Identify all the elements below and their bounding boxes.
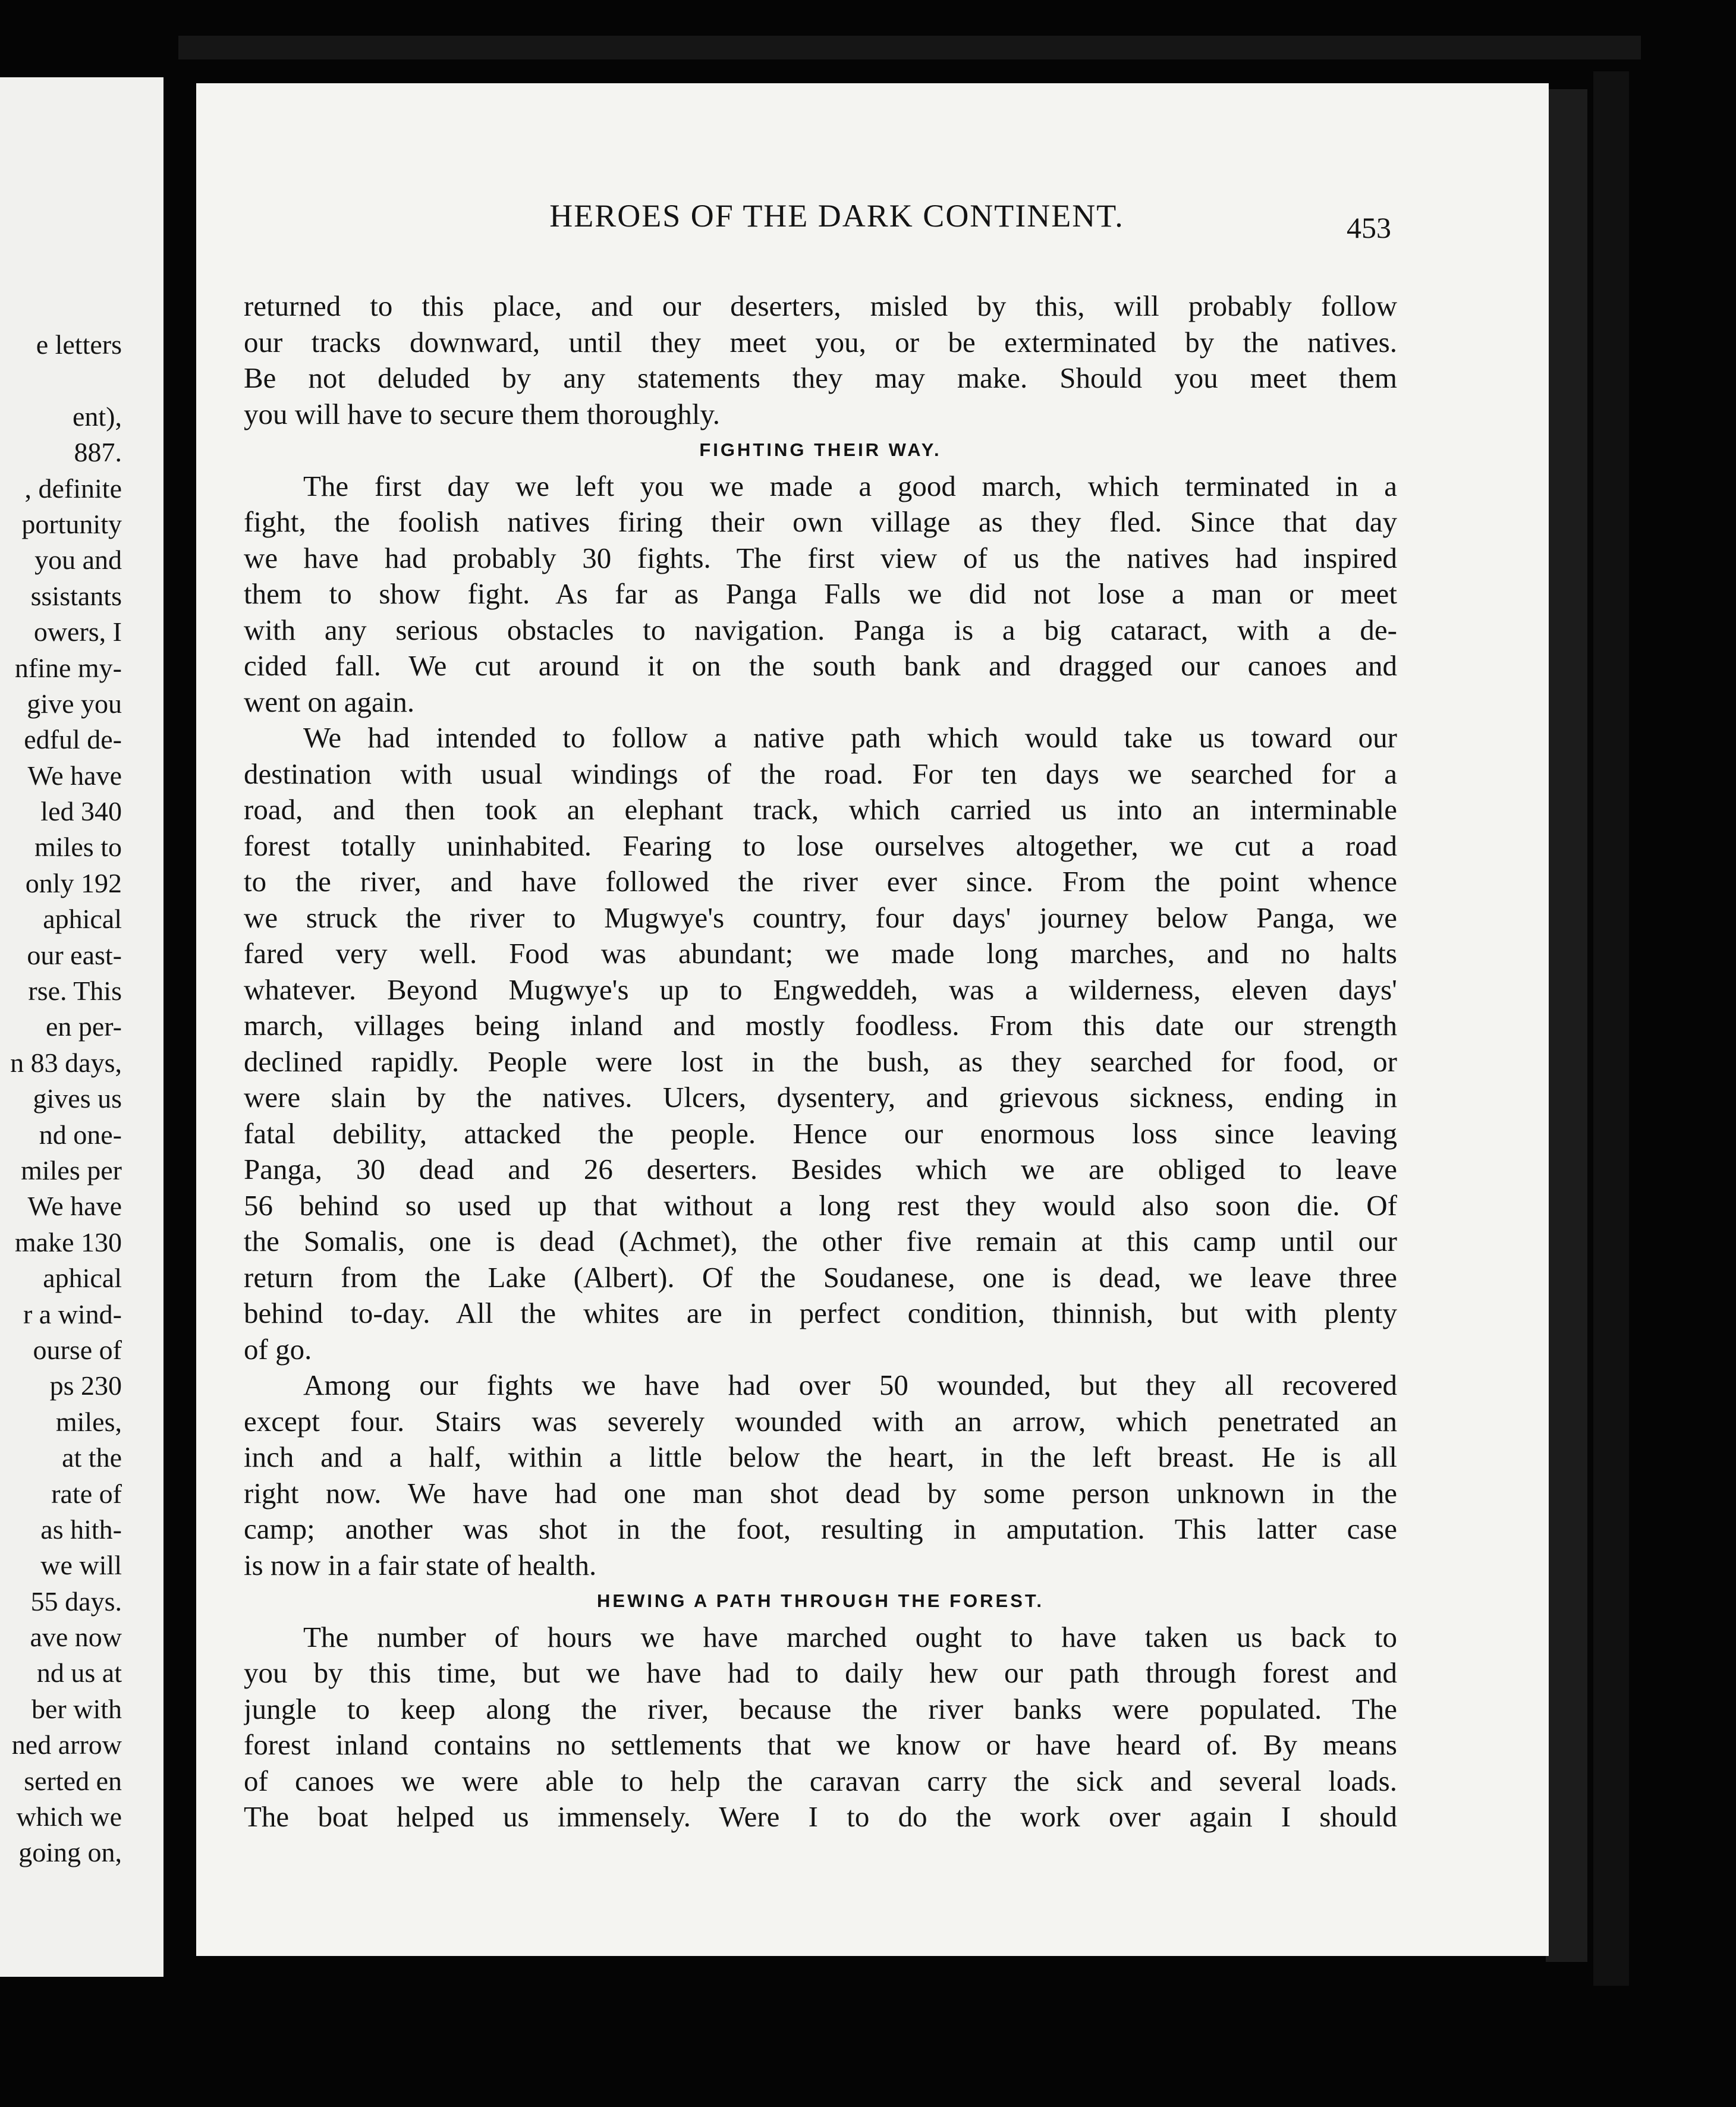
left-page-line: miles, (55, 1406, 122, 1437)
running-head: HEROES OF THE DARK CONTINENT. (549, 198, 1124, 234)
left-page-line: ourse of (33, 1334, 122, 1365)
text-line: inch and a half, within a little below the heart, in the left breast. He is all (244, 1441, 1397, 1473)
paragraph-first-line: Among our fights we have had over 50 wounded, but they all recovered (303, 1369, 1397, 1401)
text-line: destination with usual windings of the road. For ten days we searched for a (244, 757, 1397, 790)
left-page-line: gives us (33, 1083, 122, 1114)
left-page-line: our east- (27, 939, 122, 970)
text-line: were slain by the natives. Ulcers, dysentery, and grievous sickness, ending in (244, 1081, 1397, 1114)
text-line: the Somalis, one is dead (Achmet), the other five remain at this camp until our (244, 1225, 1397, 1257)
text-line: we struck the river to Mugwye's country, four days' journey below Panga, we (244, 901, 1397, 934)
left-page-line: aphical (43, 1263, 122, 1294)
text-line: of canoes we were able to help the caravan carry the sick and several loads. (244, 1764, 1397, 1797)
left-page-line (0, 363, 163, 398)
text-line: Be not deluded by any statements they may make. Should you meet them (244, 361, 1397, 394)
left-page-line: , definite (24, 473, 122, 504)
left-page-line: give you (27, 688, 122, 719)
left-facing-page (0, 77, 163, 1977)
section-heading: FIGHTING THEIR WAY. (699, 439, 942, 460)
main-page (196, 83, 1549, 1956)
book-edge-outer (1593, 71, 1629, 1986)
left-page-line: ssistants (30, 580, 122, 611)
left-page-line: rate of (51, 1478, 122, 1509)
text-line: behind to-day. All the whites are in perfect condition, thinnish, but with plenty (244, 1297, 1397, 1329)
paragraph-first-line: We had intended to follow a native path which would take us toward our (303, 721, 1397, 754)
left-page-text (0, 327, 163, 1871)
text-line: with any serious obstacles to navigation. Panga is a big cataract, with a de- (244, 613, 1397, 646)
left-page-line: we will (40, 1550, 122, 1581)
text-line: jungle to keep along the river, because the river banks were populated. The (244, 1692, 1397, 1725)
left-page-line: ave now (30, 1622, 122, 1653)
text-line: camp; another was shot in the foot, resulting in amputation. This latter case (244, 1512, 1397, 1545)
left-page-line: serted en (24, 1765, 122, 1796)
text-line: you by this time, but we have had to daily hew our path through forest and (244, 1656, 1397, 1689)
left-page-line: We have (27, 1191, 122, 1222)
left-page-line: owers, I (33, 617, 122, 647)
left-page-line: going on, (18, 1837, 122, 1868)
left-page-line: e letters (36, 329, 122, 360)
text-line: fight, the foolish natives firing their own village as they fled. Since that day (244, 505, 1397, 538)
left-page-line: portunity (21, 508, 122, 539)
left-page-line: nfine my- (14, 652, 122, 683)
text-line: you will have to secure them thoroughly. (244, 397, 721, 430)
text-line: went on again. (244, 685, 415, 718)
text-line: them to show fight. As far as Panga Falls we did not lose a man or meet (244, 577, 1397, 610)
left-page-line: make 130 (14, 1227, 122, 1257)
left-page-line: We have (27, 760, 122, 791)
left-page-line: ber with (31, 1693, 122, 1724)
left-page-line: aphical (43, 904, 122, 935)
book-edge-inner (1546, 89, 1587, 1962)
text-line: returned to this place, and our deserters, misled by this, will probably follow (244, 290, 1397, 322)
text-line: of go. (244, 1332, 312, 1366)
text-line: our tracks downward, until they meet you, or be exterminated by the natives. (244, 325, 1397, 358)
page-number: 453 (1347, 211, 1391, 244)
text-line: return from the Lake (Albert). Of the Soudanese, one is dead, we leave three (244, 1260, 1397, 1294)
left-page-line: en per- (45, 1011, 122, 1042)
paragraph-first-line: The first day we left you we made a good march, which terminated in a (303, 469, 1397, 502)
left-page-line: edful de- (24, 724, 122, 755)
text-line: fared very well. Food was abundant; we made long marches, and no halts (244, 937, 1397, 970)
left-page-line: ent), (72, 401, 122, 432)
left-page-line: nd one- (39, 1119, 122, 1150)
left-page-line: miles to (34, 832, 122, 863)
left-page-line: rse. This (28, 976, 122, 1007)
left-page-line: miles per (21, 1155, 122, 1185)
left-page-line: which we (16, 1801, 122, 1832)
left-page-line: ned arrow (11, 1729, 122, 1760)
text-line: we have had probably 30 fights. The first view of us the natives had inspired (244, 541, 1397, 574)
text-line: forest inland contains no settlements that we know or have heard of. By means (244, 1728, 1397, 1761)
text-line: to the river, and have followed the river ever since. From the point whence (244, 865, 1397, 898)
left-page-line: as hith- (40, 1514, 122, 1545)
text-line: march, villages being inland and mostly foodless. From this date our strength (244, 1009, 1397, 1042)
section-heading: HEWING A PATH THROUGH THE FOREST. (597, 1590, 1044, 1611)
text-line: cided fall. We cut around it on the south bank and dragged our canoes and (244, 649, 1397, 682)
text-line: The boat helped us immensely. Were I to do the work over again I should (244, 1800, 1397, 1833)
text-line: 56 behind so used up that without a long rest they would also soon die. Of (244, 1188, 1397, 1222)
left-page-line: nd us at (36, 1658, 122, 1688)
left-page-line: 887. (74, 437, 122, 468)
text-line: forest totally uninhabited. Fearing to lose ourselves altogether, we cut a road (244, 829, 1397, 862)
text-line: declined rapidly. People were lost in the bush, as they searched for food, or (244, 1045, 1397, 1078)
text-line: whatever. Beyond Mugwye's up to Engweddeh, was a wilderness, eleven days' (244, 973, 1397, 1006)
text-line: right now. We have had one man shot dead by some person unknown in the (244, 1476, 1397, 1510)
book-edge-top (178, 36, 1641, 59)
left-page-line: n 83 days, (10, 1047, 122, 1078)
text-line: road, and then took an elephant track, which carried us into an interminable (244, 793, 1397, 826)
text-line: except four. Stairs was severely wounded with an arrow, which penetrated an (244, 1404, 1397, 1438)
left-page-line: only 192 (25, 867, 122, 898)
text-line: is now in a fair state of health. (244, 1548, 597, 1581)
left-page-line: at the (62, 1442, 122, 1473)
left-page-line: led 340 (40, 796, 122, 827)
text-line: fatal debility, attacked the people. Hence our enormous loss since leaving (244, 1117, 1397, 1150)
paragraph-first-line: The number of hours we have marched ought to have taken us back to (303, 1620, 1397, 1653)
text-line: Panga, 30 dead and 26 deserters. Besides which we are obliged to leave (244, 1153, 1397, 1185)
left-page-line: r a wind- (23, 1298, 122, 1329)
left-page-line: ps 230 (49, 1370, 122, 1401)
left-page-line: 55 days. (30, 1586, 122, 1617)
page-body-text (244, 288, 1397, 1835)
left-page-line: you and (34, 545, 122, 576)
